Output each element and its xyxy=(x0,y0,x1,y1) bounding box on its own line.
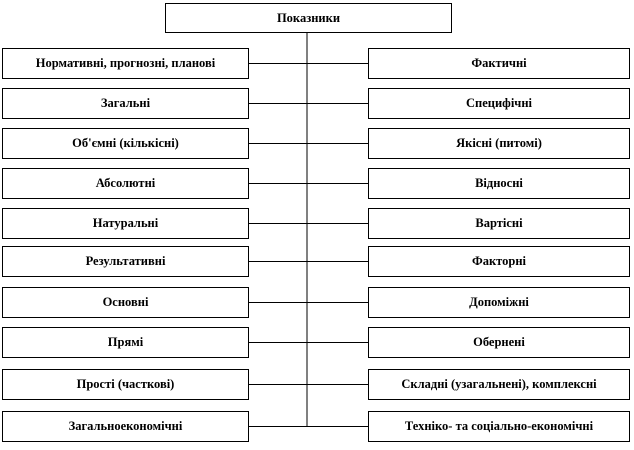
left-label: Загальноекономічні xyxy=(68,419,183,433)
left-box-7 xyxy=(2,287,249,318)
left-box-2 xyxy=(2,88,249,119)
right-box-1 xyxy=(368,48,630,79)
right-label: Факторні xyxy=(471,254,527,268)
left-box-10 xyxy=(2,411,249,442)
left-label: Нормативні, прогнозні, планові xyxy=(35,56,216,70)
left-label: Об'ємні (кількісні) xyxy=(72,136,179,150)
right-label: Якісні (питомі) xyxy=(456,136,542,150)
right-label: Вартісні xyxy=(475,216,523,230)
right-box-2 xyxy=(368,88,630,119)
right-box-9 xyxy=(368,369,630,400)
left-box-9 xyxy=(2,369,249,400)
left-label: Прямі xyxy=(107,335,144,349)
right-box-6 xyxy=(368,246,630,277)
left-box-5 xyxy=(2,208,249,239)
right-box-4 xyxy=(368,168,630,199)
left-label: Результативні xyxy=(85,254,166,268)
left-box-6 xyxy=(2,246,249,277)
right-box-8 xyxy=(368,327,630,358)
right-label: Обернені xyxy=(473,335,525,349)
left-box-3 xyxy=(2,128,249,159)
root-label: Показники xyxy=(276,10,341,25)
right-label: Фактичні xyxy=(471,56,527,70)
right-label: Техніко- та соціально-економічні xyxy=(404,419,594,433)
right-box-3 xyxy=(368,128,630,159)
left-label: Основні xyxy=(102,295,149,309)
right-box-7 xyxy=(368,287,630,318)
left-box-1 xyxy=(2,48,249,79)
right-box-10 xyxy=(368,411,630,442)
left-label: Натуральні xyxy=(92,216,159,230)
right-label: Складні (узагальнені), комплексні xyxy=(401,377,597,391)
left-label: Прості (часткові) xyxy=(76,377,175,391)
right-box-5 xyxy=(368,208,630,239)
left-label: Загальні xyxy=(100,96,151,110)
right-label: Специфічні xyxy=(465,96,533,110)
root-box xyxy=(165,3,452,33)
left-label: Абсолютні xyxy=(95,176,156,190)
left-box-4 xyxy=(2,168,249,199)
right-label: Допоміжні xyxy=(469,295,529,309)
right-label: Відносні xyxy=(475,176,523,190)
left-box-8 xyxy=(2,327,249,358)
